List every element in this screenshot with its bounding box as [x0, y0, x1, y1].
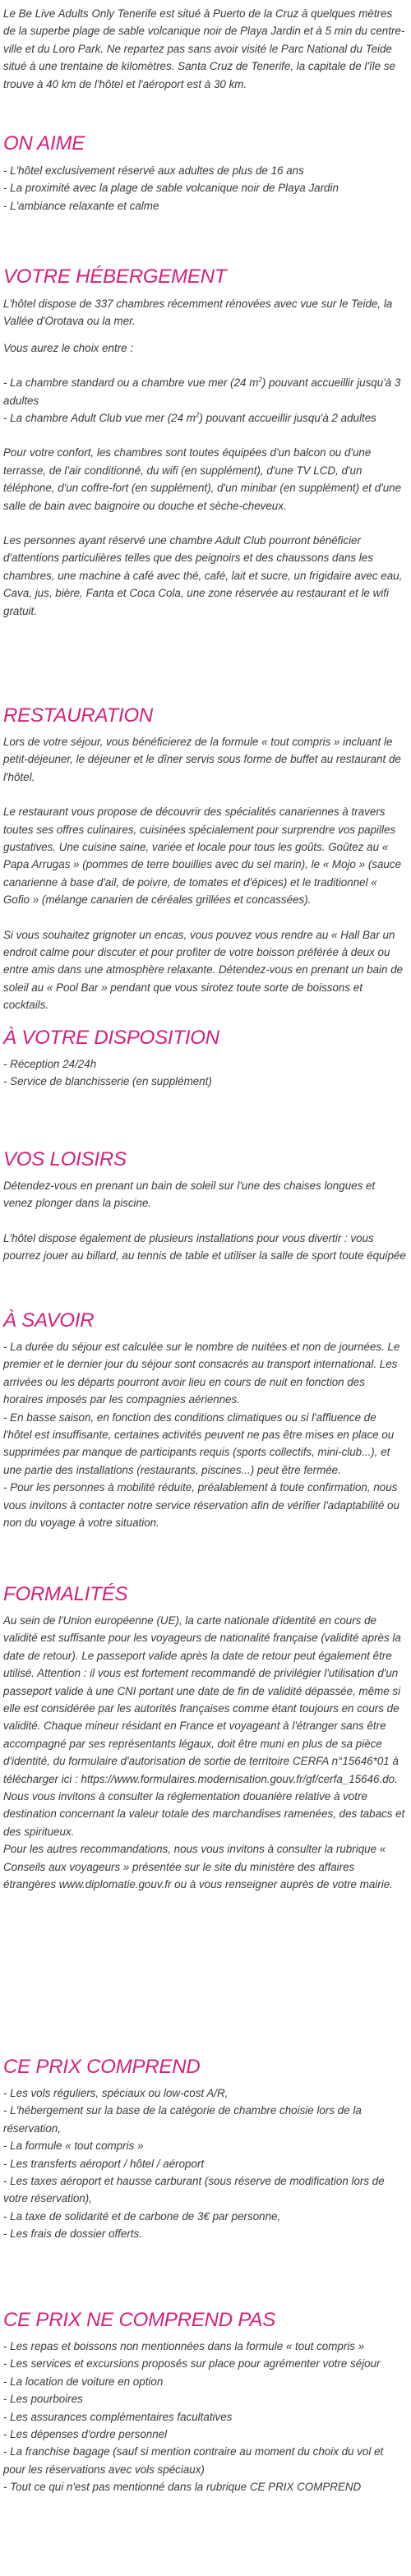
- savoir-title: À SAVOIR: [3, 1309, 95, 1332]
- formalites-identity: Au sein de l'Union européenne (UE), la carte nationale d'identité en cours de validité est suffisante pour les voyageurs de nationalité française (validité après la date de retour). Le passeport valide après la date de retour peut également être utilisé. Attention : il vous est fortement recommandé de privilégier l'utilisation d'un passeport valide à une CNI portant une date de fin de validité dépassée, même si elle est considérée par les autorités françaises comme étant toujours en cours de validité. Chaque mineur résidant en France et voyageant à l'étranger sans être accompagné par ses représentants légaux, doit être muni en plus de sa pièce d'identité, du formulaire d'autorisation de sortie de territoire CERFA n°15646*01 à télécharger ici : https://www.formulaires.modernisation.gouv.fr/gf/cerfa_15646.do.: [3, 1614, 401, 1785]
- list-item: - La location de voiture en option: [3, 2375, 164, 2388]
- intro-section: [3, 5, 406, 93]
- list-item: - Tout ce qui n'est pas mentionné dans la rubrique CE PRIX COMPREND: [3, 2481, 362, 2494]
- list-item: - Service de blanchisserie (en supplément): [3, 1075, 212, 1088]
- savoir-low-season: - En basse saison, en fonction des conditions climatiques ou si l'affluence de l'hôtel est insuffisante, certaines activités peuvent ne pas être mises en place ou supprimées par manque de participants requis (sports collectifs, mini-club...), et une partie des installations (restaurants, piscines...) peut être fermée.: [3, 1410, 395, 1476]
- hebergement-comfort: Pour votre confort, les chambres sont toutes équipées d'un balcon ou d'une terrasse, de l'air conditionné, du wifi (en supplément), d'une TV LCD, d'un téléphone, d'un coffre-fort (en supplément), d'un minibar (en supplément) et d'une salle de bain avec baignoire ou douche et sèche-cheveux.: [3, 446, 402, 512]
- list-item: - Les frais de dossier offerts.: [3, 2227, 142, 2241]
- list-item: - L'hôtel exclusivement réservé aux adultes de plus de 16 ans: [3, 164, 304, 177]
- intro-text: Le Be Live Adults Only Tenerife est situé à Puerto de la Cruz à quelques mètres de la superbe plage de sable volcanique noir de Playa Jardin et à 5 min du centre-ville et du Loro Park. Ne repartez pas sans avoir visité le Parc National du Teide situé à une trentaine de kilomètres. Santa Cruz de Tenerife, la capitale de l'île se trouve à 40 km de l'hôtel et l'aéroport est à 30 km.: [3, 7, 405, 90]
- restauration-formula: Lors de votre séjour, vous bénéficierez de la formule « tout compris » incluant le petit-déjeuner, le déjeuner et le dîner servis sous forme de buffet au restaurant de l'hôtel.: [3, 736, 401, 783]
- formalites-title: FORMALITÉS: [3, 1583, 128, 1605]
- hebergement-adult-club: Les personnes ayant réservé une chambre Adult Club pourront bénéficier d'attentions particulières telles que des peignoirs et des chaussons dans les chambres, une machine à café avec thé, café, lait et sucre, un frigidaire avec eau, Cava, jus, bière, Fanta et Coca Cola, une zone réservée au restaurant et le wifi gratuit.: [3, 534, 403, 617]
- hebergement-choice: Vous aurez le choix entre :: [3, 341, 134, 354]
- list-item: - La taxe de solidarité et de carbone de 3€ par personne,: [3, 2209, 281, 2223]
- list-item: - Les dépenses d'ordre personnel: [3, 2428, 168, 2441]
- list-item: - Les assurances complémentaires facultatives: [3, 2410, 233, 2423]
- room-standard: - La chambre standard ou a chambre vue mer (24 $m^2$) pouvant accueillir jusqu'à 3 adultes: [3, 376, 401, 407]
- list-item: - Les transferts aéroport / hôtel / aéroport: [3, 2157, 205, 2170]
- loisirs-installations: L'hôtel dispose également de plusieurs installations pour vous divertir : vous pourrez jouer au billard, au tennis de table et utiliser la salle de sport toute équipée: [3, 1231, 406, 1263]
- hebergement-title: VOTRE HÉBERGEMENT: [3, 265, 227, 288]
- loisirs-title: VOS LOISIRS: [3, 1148, 127, 1170]
- savoir-mobility: - Pour les personnes à mobilité réduite, préalablement à toute confirmation, nous vous invitons à contacter notre service réservation afin de vérifier l'adaptabilité ou non du voyage à votre situation.: [3, 1481, 399, 1530]
- room-adult-club: - La chambre Adult Club vue mer (24 $m^2$) pouvant accueillir jusqu'à 2 adultes: [3, 411, 376, 425]
- formalites-customs: Nous vous invitons à consulter la réglementation douanière relative à votre destination concernant la valeur totale des marchandises ramenées, des tabacs et des spiritueux.: [3, 1790, 405, 1838]
- hebergement-intro: L'hôtel dispose de 337 chambres récemment rénovées avec vue sur le Teide, la Vallée d'Orotava ou la mer.: [3, 298, 393, 328]
- list-item: - La formule « tout compris »: [3, 2140, 144, 2153]
- list-item: - L'ambiance relaxante et calme: [3, 199, 159, 212]
- list-item: - Les services et excursions proposés sur place pour agrémenter votre séjour: [3, 2357, 381, 2371]
- savoir-section: [3, 1309, 406, 1531]
- on-aime-section: [3, 132, 406, 215]
- list-item: - La franchise bagage (sauf si mention contraire au moment du choix du vol et pour les réservations avec vols spéciaux): [3, 2445, 384, 2476]
- ne-comprend-title: CE PRIX NE COMPREND PAS: [3, 2309, 276, 2331]
- disposition-section: [3, 1026, 406, 1091]
- formalites-advice: Pour les autres recommandations, nous vous invitons à consulter la rubrique « Conseils aux voyageurs » présentée sur le site du ministère des affaires étrangères www.diplomatie.gouv.fr ou à vous renseigner auprès de votre mairie.: [3, 1843, 393, 1891]
- list-item: - L'hébergement sur la base de la catégorie de chambre choisie lors de la réservation,: [3, 2104, 362, 2135]
- hebergement-section: [3, 265, 406, 620]
- list-item: - La proximité avec la plage de sable volcanique noir de Playa Jardin: [3, 182, 339, 195]
- loisirs-section: [3, 1147, 406, 1265]
- restauration-section: [3, 704, 406, 1014]
- list-item: - Les repas et boissons non mentionnées dans la formule « tout compris »: [3, 2340, 365, 2352]
- on-aime-title: ON AIME: [3, 132, 85, 155]
- list-item: - Les taxes aéroport et hausse carburant (sous réserve de modification lors de votre réservation),: [3, 2175, 385, 2205]
- loisirs-pool: Détendez-vous en prenant un bain de soleil sur l'une des chaises longues et venez plonger dans la piscine.: [3, 1180, 376, 1210]
- restauration-title: RESTAURATION: [3, 704, 154, 727]
- savoir-duration: - La durée du séjour est calculée sur le nombre de nuitées et non de journées. Le premier et le dernier jour du séjour sont consacrés au transport international. Les arrivées ou les départs pourront avoir lieu en cours de nuit en fonction des horaires imposés par les compagnies aériennes.: [3, 1341, 400, 1406]
- list-item: - Les vols réguliers, spéciaux ou low-cost A/R,: [3, 2087, 229, 2099]
- list-item: - Réception 24/24h: [3, 1058, 97, 1070]
- disposition-title: À VOTRE DISPOSITION: [3, 1027, 219, 1049]
- comprend-title: CE PRIX COMPREND: [3, 2056, 201, 2078]
- comprend-section: [3, 2055, 406, 2243]
- list-item: - Les pourboires: [3, 2393, 83, 2406]
- formalites-section: [3, 1582, 406, 1894]
- ne-comprend-section: [3, 2308, 406, 2496]
- restauration-bars: Si vous souhaitez grignoter un encas, vous pouvez vous rendre au « Hall Bar un endroit calme pour discuter et pour profiter de votre boisson préférée à deux ou entre amis dans une atmosphère relaxante. Détendez-vous en prenant un bain de soleil au « Pool Bar » pendant que vous sirotez toute sorte de boissons et cocktails.: [3, 928, 404, 1012]
- restauration-restaurant: Le restaurant vous propose de découvrir des spécialités canariennes à travers toutes ses offres culinaires, cuisinées spécialement pour surprendre vos papilles gustatives. Une cuisine saine, variée et locale pour tous les goûts. Goûtez au « Papa Arrugas » (pommes de terre bouillies avec du sel marin), le « Mojo » (sauce canarienne à base d'ail, de poivre, de tomates et d'épices) et le traditionnel « Gofio » (mélange canarien de céréales grillées et concassées).: [3, 806, 402, 907]
